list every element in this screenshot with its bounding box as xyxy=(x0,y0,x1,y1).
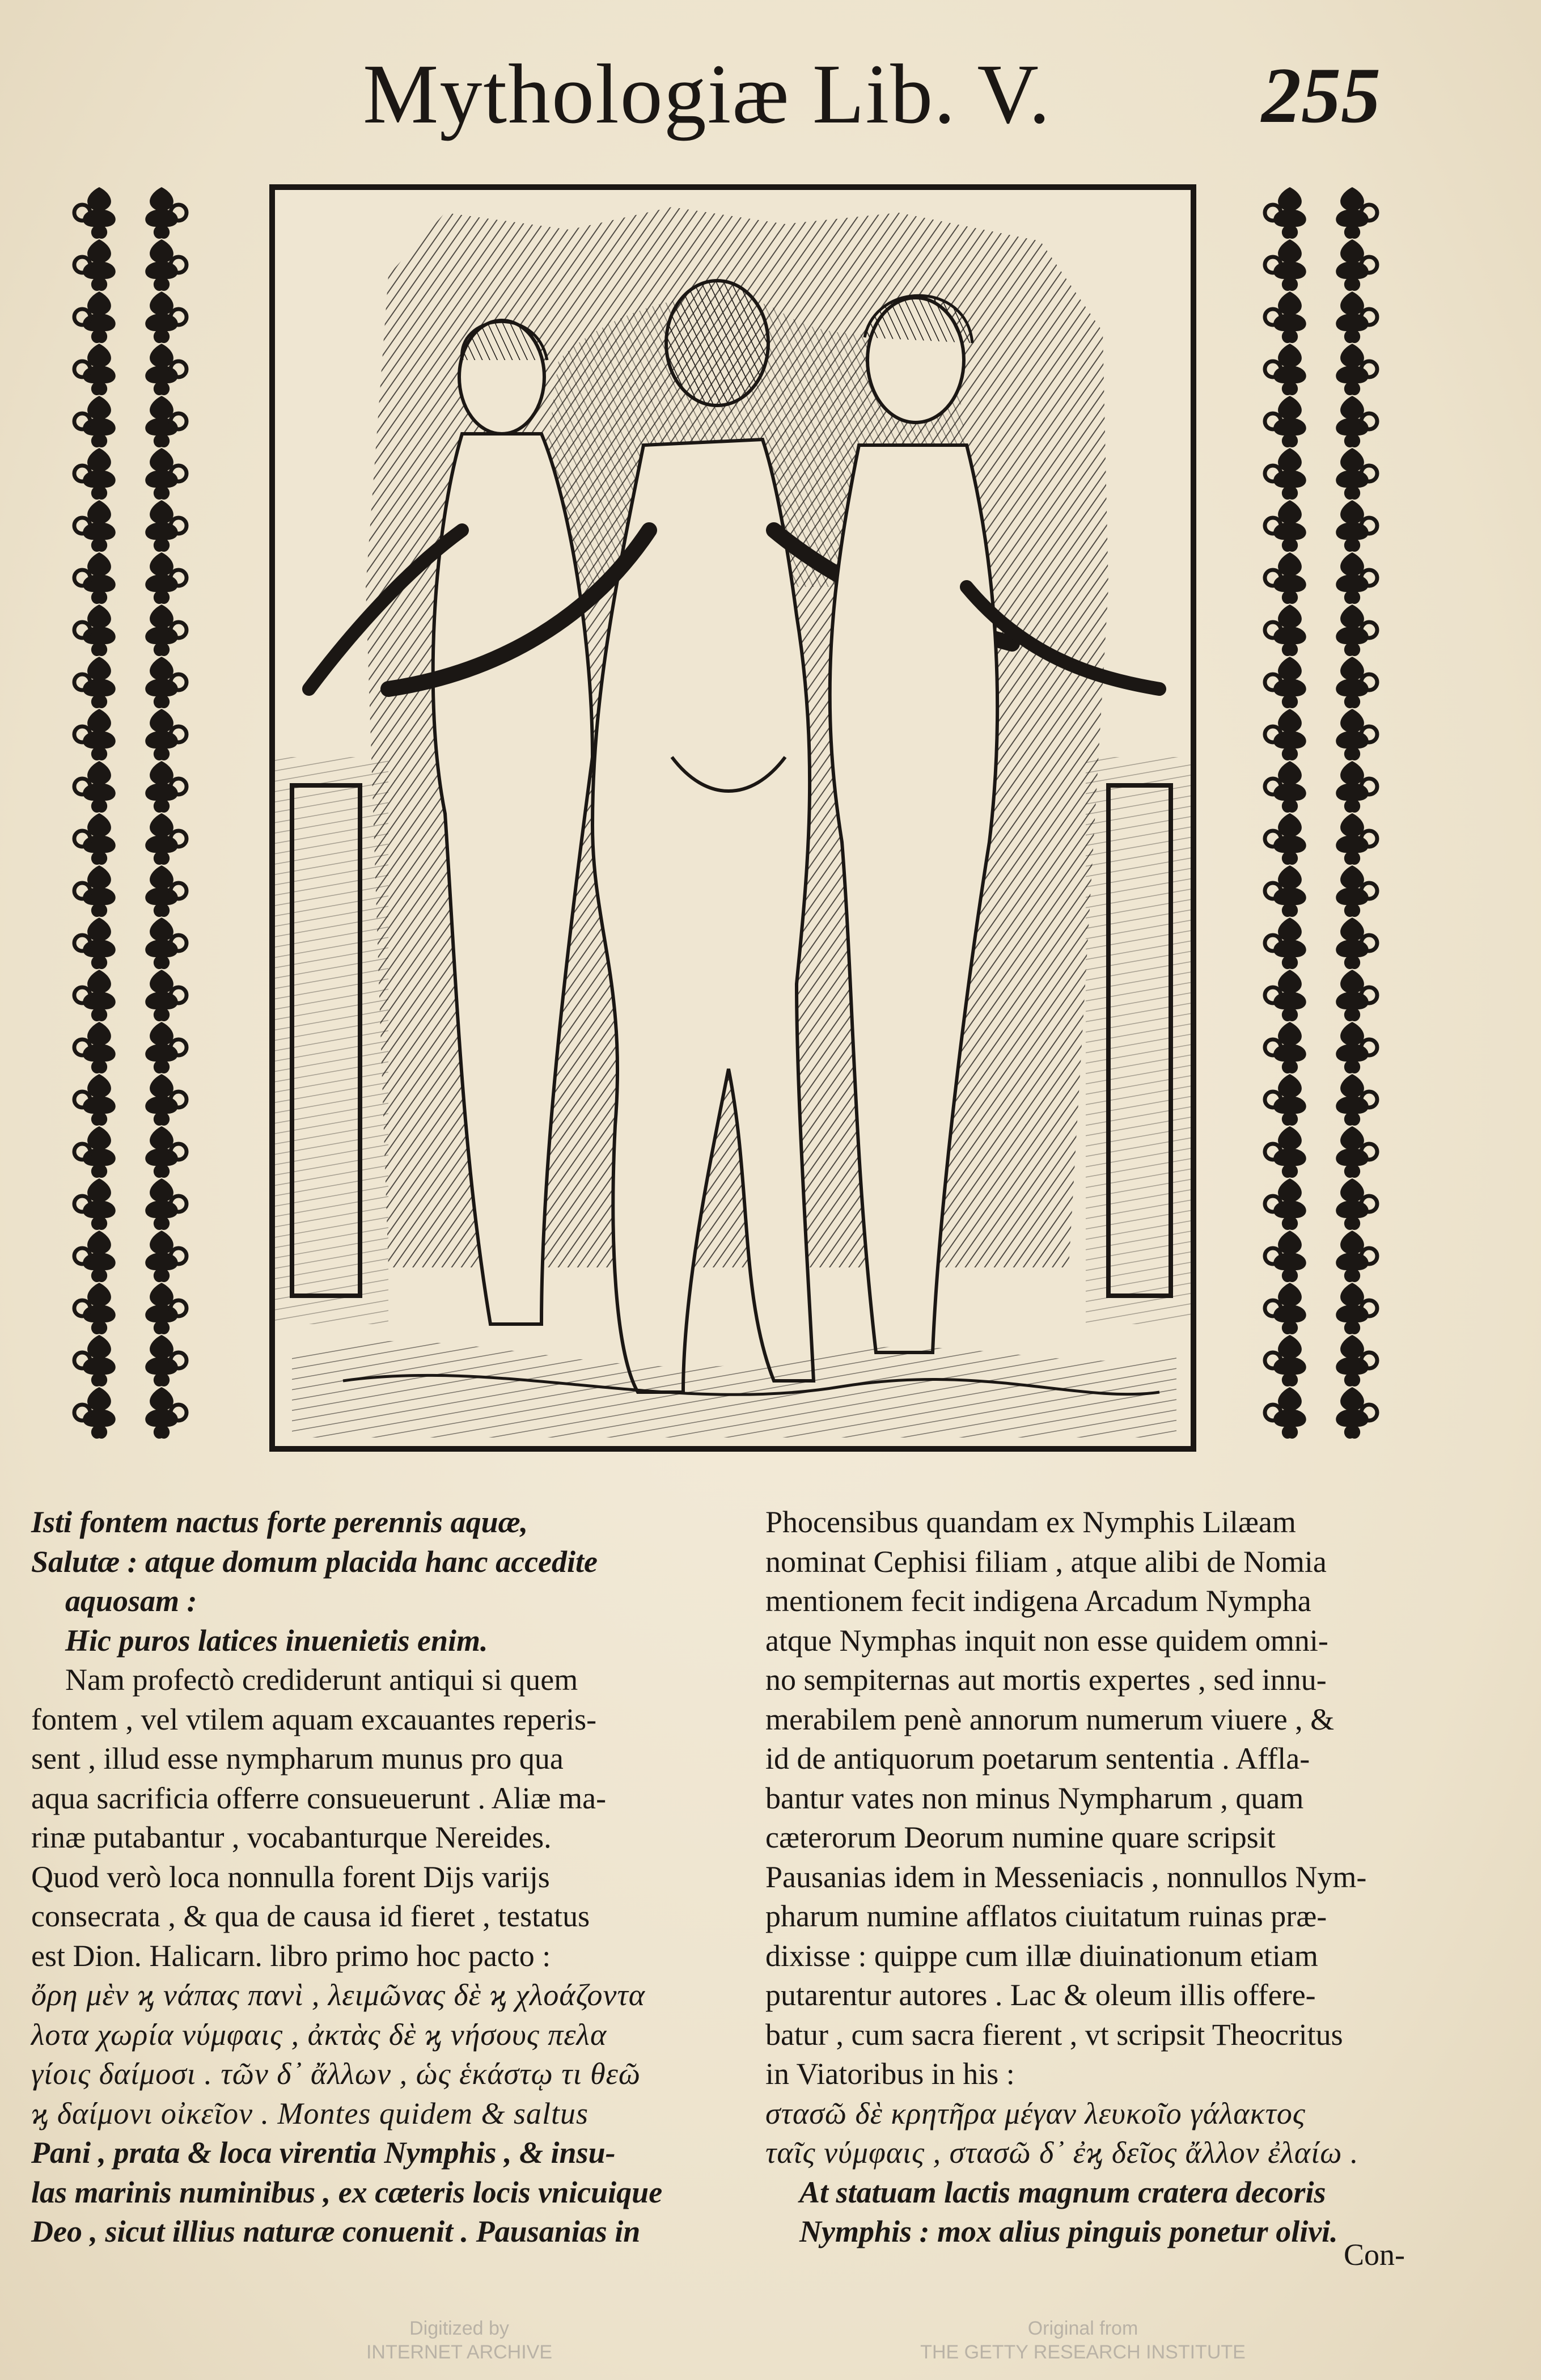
fleuron-icon xyxy=(74,500,187,552)
fleuron-icon xyxy=(74,761,187,813)
fleuron-icon xyxy=(1265,1283,1377,1334)
text-column-right xyxy=(765,1503,1457,2252)
text-line: aquosam : xyxy=(65,1584,197,1618)
footer-original-from xyxy=(884,2316,1281,2364)
text-line: Isti fontem nactus forte perennis aquæ, xyxy=(31,1505,528,1539)
fleuron-icon xyxy=(74,813,187,865)
fleuron-icon xyxy=(74,448,187,500)
text-line: ὄρη μὲν ϗ νάπας πανὶ , λειμῶνας δὲ ϗ χλοάζοντα xyxy=(31,1978,646,2012)
page-number: 255 xyxy=(1261,52,1381,139)
text-line: Hic puros latices inuenietis enim. xyxy=(65,1623,488,1658)
fleuron-icon xyxy=(74,709,187,760)
text-line: las marinis numinibus , ex cæteris locis vnicuique xyxy=(31,2175,663,2209)
fleuron-icon xyxy=(1265,865,1377,917)
fleuron-icon xyxy=(1265,1074,1377,1126)
fleuron-column-right-icon xyxy=(1259,176,1395,1452)
fleuron-icon xyxy=(1265,239,1377,291)
text-line: fontem , vel vtilem aquam excauantes reperis- xyxy=(31,1702,597,1736)
fleuron-icon xyxy=(1265,657,1377,708)
fleuron-icon xyxy=(74,1231,187,1282)
fleuron-icon xyxy=(74,187,187,239)
fleuron-icon xyxy=(1265,1022,1377,1073)
text-line: ϗ δαίμονι οἰκεῖον . Montes quidem & saltus xyxy=(31,2096,589,2130)
running-head-title: Mythologiæ Lib. V. xyxy=(363,47,1052,141)
text-line: Phocensibus quandam ex Nymphis Lilæam xyxy=(765,1505,1296,1539)
fleuron-icon xyxy=(1265,291,1377,343)
text-line: Pani , prata & loca virentia Nymphis , & insu- xyxy=(31,2136,616,2170)
woodcut-illustration xyxy=(269,184,1196,1452)
text-line: consecrata , & qua de causa id fieret , testatus xyxy=(31,1899,590,1933)
fleuron-icon xyxy=(74,396,187,447)
fleuron-icon xyxy=(1265,187,1377,239)
text-line: merabilem penè annorum numerum viuere , & xyxy=(765,1702,1335,1736)
text-line: est Dion. Halicarn. libro primo hoc pacto : xyxy=(31,1938,551,1973)
fleuron-icon xyxy=(1265,344,1377,395)
fleuron-icon xyxy=(74,865,187,917)
text-line: aqua sacrificia offerre consueuerunt . Aliæ ma- xyxy=(31,1781,607,1815)
text-line: Nam profectò crediderunt antiqui si quem xyxy=(65,1663,578,1697)
fleuron-icon xyxy=(1265,552,1377,604)
fleuron-icon xyxy=(1265,1178,1377,1230)
text-line: bantur vates non minus Nympharum , quam xyxy=(765,1781,1304,1815)
fleuron-icon xyxy=(1265,604,1377,656)
fleuron-icon xyxy=(74,552,187,604)
text-line: no sempiternas aut mortis expertes , sed innu- xyxy=(765,1663,1327,1697)
fleuron-icon xyxy=(74,657,187,708)
fleuron-icon xyxy=(1265,918,1377,969)
fleuron-column-left-icon xyxy=(68,176,204,1452)
text-line: λοτα χωρία νύμφαις , ἀκτὰς δὲ ϗ νήσους πελα xyxy=(31,2017,607,2052)
text-line: γίοις δαίμοσι . τῶν δ᾽ ἄλλων , ὡς ἑκάστῳ τι θεῶ xyxy=(31,2057,641,2091)
fleuron-icon xyxy=(74,239,187,291)
fleuron-icon xyxy=(74,291,187,343)
text-line: mentionem fecit indigena Arcadum Nympha xyxy=(765,1584,1311,1618)
text-line: rinæ putabantur , vocabanturque Nereides. xyxy=(31,1820,552,1854)
fleuron-icon xyxy=(74,1387,187,1439)
footer-left-line1: Digitized by xyxy=(409,2318,509,2339)
fleuron-icon xyxy=(74,604,187,656)
footer-left-line2: INTERNET ARCHIVE xyxy=(366,2341,553,2363)
fleuron-icon xyxy=(74,1022,187,1073)
text-line: cæterorum Deorum numine quare scripsit xyxy=(765,1820,1276,1854)
fleuron-icon xyxy=(74,1283,187,1334)
text-line: στασῶ δὲ κρητῆρα μέγαν λευκοῖο γάλακτος xyxy=(765,2096,1306,2130)
fleuron-icon xyxy=(1265,500,1377,552)
fleuron-icon xyxy=(74,1074,187,1126)
fleuron-icon xyxy=(74,1126,187,1178)
text-line: atque Nymphas inquit non esse quidem omni- xyxy=(765,1623,1328,1658)
text-line: pharum numine afflatos ciuitatum ruinas præ- xyxy=(765,1899,1327,1933)
text-line: id de antiquorum poetarum sententia . Affla- xyxy=(765,1741,1310,1776)
text-line: Quod verò loca nonnulla forent Dijs varijs xyxy=(31,1859,550,1894)
text-line: ταῖς νύμφαις , στασῶ δ᾽ ἐϗ δεῖος ἄλλον ἐλαίω . xyxy=(765,2136,1359,2170)
text-line: dixisse : quippe cum illæ diuinationum etiam xyxy=(765,1938,1318,1973)
text-line: Deo , sicut illius naturæ conuenit . Pausanias in xyxy=(31,2214,641,2248)
text-line: nominat Cephisi filiam , atque alibi de Nomia xyxy=(765,1544,1327,1579)
ornament-border-left xyxy=(68,176,204,1452)
text-column-left xyxy=(31,1503,731,2252)
fleuron-icon xyxy=(1265,396,1377,447)
text-line: Salutæ : atque domum placida hanc accedite xyxy=(31,1544,598,1579)
text-line: Pausanias idem in Messeniacis , nonnullos Nym- xyxy=(765,1859,1367,1894)
fleuron-icon xyxy=(1265,813,1377,865)
fleuron-icon xyxy=(1265,1231,1377,1282)
fleuron-icon xyxy=(1265,970,1377,1021)
text-line: in Viatoribus in his : xyxy=(765,2057,1015,2091)
fleuron-icon xyxy=(1265,761,1377,813)
text-line: putarentur autores . Lac & oleum illis offere- xyxy=(765,1978,1316,2012)
catchword: Con- xyxy=(1344,2238,1405,2272)
text-line: sent , illud esse nympharum munus pro qua xyxy=(31,1741,564,1776)
fleuron-icon xyxy=(1265,448,1377,500)
text-line: Nymphis : mox alius pinguis ponetur olivi. xyxy=(799,2214,1338,2248)
fleuron-icon xyxy=(1265,1335,1377,1386)
footer-digitized-by xyxy=(317,2316,601,2364)
fleuron-icon xyxy=(74,1335,187,1386)
fleuron-icon xyxy=(1265,1126,1377,1178)
footer-right-line1: Original from xyxy=(1027,2318,1138,2339)
text-line: batur , cum sacra fierent , vt scripsit Theocritus xyxy=(765,2017,1343,2052)
fleuron-icon xyxy=(1265,709,1377,760)
fleuron-icon xyxy=(74,918,187,969)
text-line: At statuam lactis magnum cratera decoris xyxy=(799,2175,1326,2209)
fleuron-icon xyxy=(74,970,187,1021)
fleuron-icon xyxy=(74,1178,187,1230)
three-nymphs-woodcut-icon xyxy=(275,190,1191,1446)
fleuron-icon xyxy=(74,344,187,395)
fleuron-icon xyxy=(1265,1387,1377,1439)
footer-right-line2: THE GETTY RESEARCH INSTITUTE xyxy=(920,2341,1246,2363)
ornament-border-right xyxy=(1259,176,1395,1452)
